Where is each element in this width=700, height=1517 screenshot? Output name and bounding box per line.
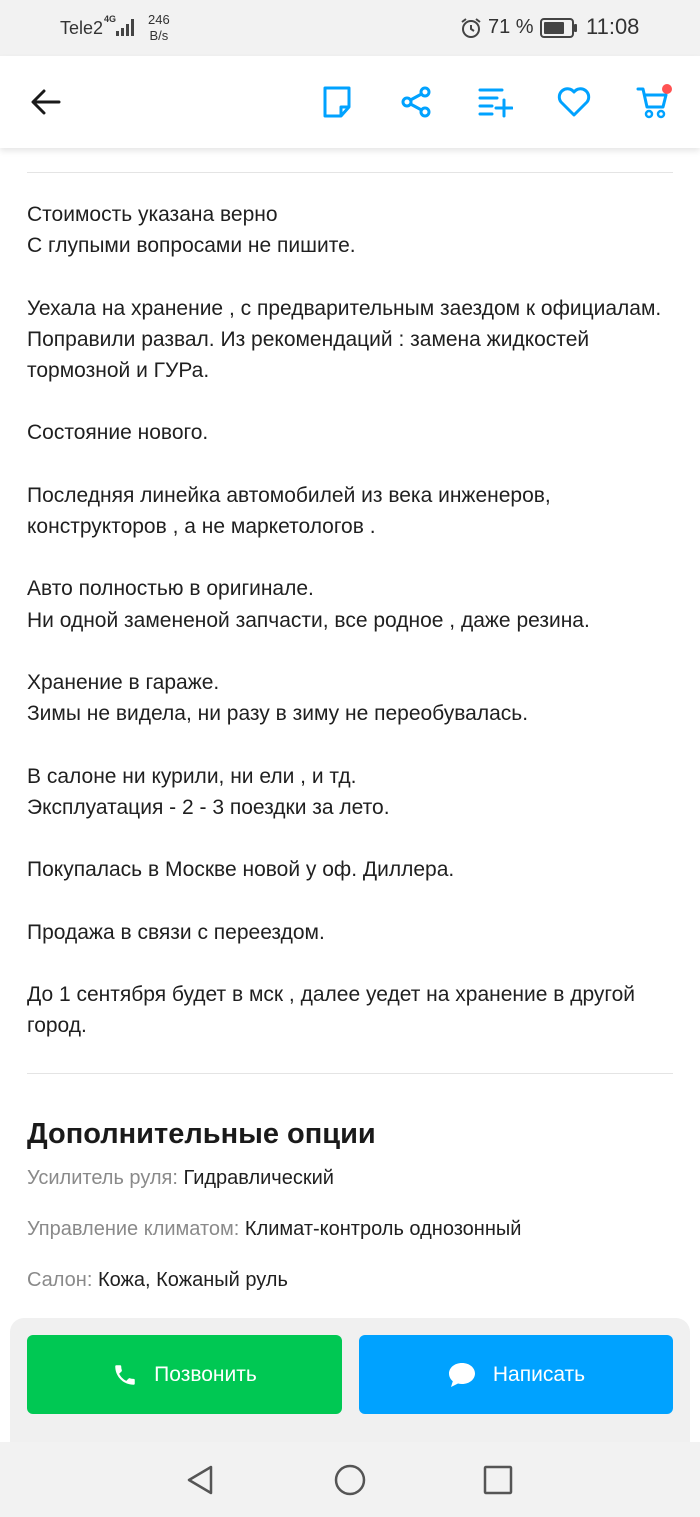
nav-back-button[interactable] <box>180 1460 220 1500</box>
speed-value: 246 <box>148 12 170 27</box>
network-speed <box>148 12 170 44</box>
note-icon <box>322 85 352 119</box>
recents-square-icon <box>481 1463 515 1497</box>
heart-icon <box>556 86 592 118</box>
system-nav-bar <box>0 1442 700 1517</box>
nav-home-button[interactable] <box>330 1460 370 1500</box>
alarm-icon <box>460 17 482 39</box>
cart-button[interactable] <box>630 78 678 126</box>
app-bar <box>0 56 700 148</box>
option-value: Кожа, Кожаный руль <box>97 1269 288 1292</box>
contact-action-bar <box>10 1318 690 1442</box>
chat-bubble-icon <box>447 1361 477 1389</box>
phone-icon <box>112 1362 138 1388</box>
share-button[interactable] <box>392 78 440 126</box>
cart-badge <box>662 84 672 94</box>
top-divider <box>27 172 673 173</box>
option-value: Гидравлический <box>183 1167 334 1190</box>
options-section-title: Дополнительные опции <box>27 1118 376 1151</box>
network-type: 4G <box>104 14 117 24</box>
speed-unit: B/s <box>149 28 169 43</box>
option-key: Усилитель руля: <box>27 1167 178 1190</box>
option-row <box>27 1267 673 1293</box>
compare-button[interactable] <box>471 78 519 126</box>
battery-icon <box>540 18 578 38</box>
status-bar <box>0 0 700 56</box>
write-button-label: Написать <box>492 1362 586 1386</box>
call-button-label: Позвонить <box>154 1362 257 1386</box>
write-button[interactable] <box>359 1335 673 1414</box>
back-button[interactable] <box>22 78 70 126</box>
section-divider <box>27 1073 673 1074</box>
nav-recents-button[interactable] <box>478 1460 518 1500</box>
home-circle-icon <box>333 1463 367 1497</box>
share-icon <box>399 85 433 119</box>
compare-list-icon <box>477 86 513 118</box>
signal-icon <box>116 18 136 36</box>
back-triangle-icon <box>183 1463 217 1497</box>
call-button[interactable] <box>27 1335 342 1414</box>
favorite-button[interactable] <box>550 78 598 126</box>
option-row <box>27 1216 673 1242</box>
note-button[interactable] <box>313 78 361 126</box>
listing-description: Стоимость указана верно С глупыми вопросами не пишите. Уехала на хранение , с предварительным заездом к официалам. Поправили развал. Из рекомендаций : замена жидкостей тормозной и ГУРа. Состояние нового. Последняя линейка автомобилей из века инженеров, конструкторов , а не маркетологов . Авто полностью в оригинале. Ни одной замененой запчасти, все родное , даже резина. Хранение в гараже. Зимы не видела, ни разу в зиму не переобувалась. В салоне ни курили, ни ели , и тд. Эксплуатация - 2 - 3 поездки за лето. Покупалась в Москве новой у оф. Диллера. Продажа в связи с переездом. До 1 сентября будет в мск , далее уедет на хранение в другой город. <box>27 203 662 1038</box>
carrier-name: Tele2 <box>60 18 104 38</box>
option-row <box>27 1165 673 1191</box>
clock: 11:08 <box>586 14 640 39</box>
cart-icon <box>635 83 673 121</box>
battery-percent: 71 % <box>488 16 534 38</box>
listing-content <box>27 148 673 1318</box>
option-value: Климат-контроль однозонный <box>244 1218 522 1241</box>
option-key: Салон: <box>27 1269 93 1292</box>
option-key: Управление климатом: <box>27 1218 240 1241</box>
back-arrow-icon <box>31 89 61 115</box>
